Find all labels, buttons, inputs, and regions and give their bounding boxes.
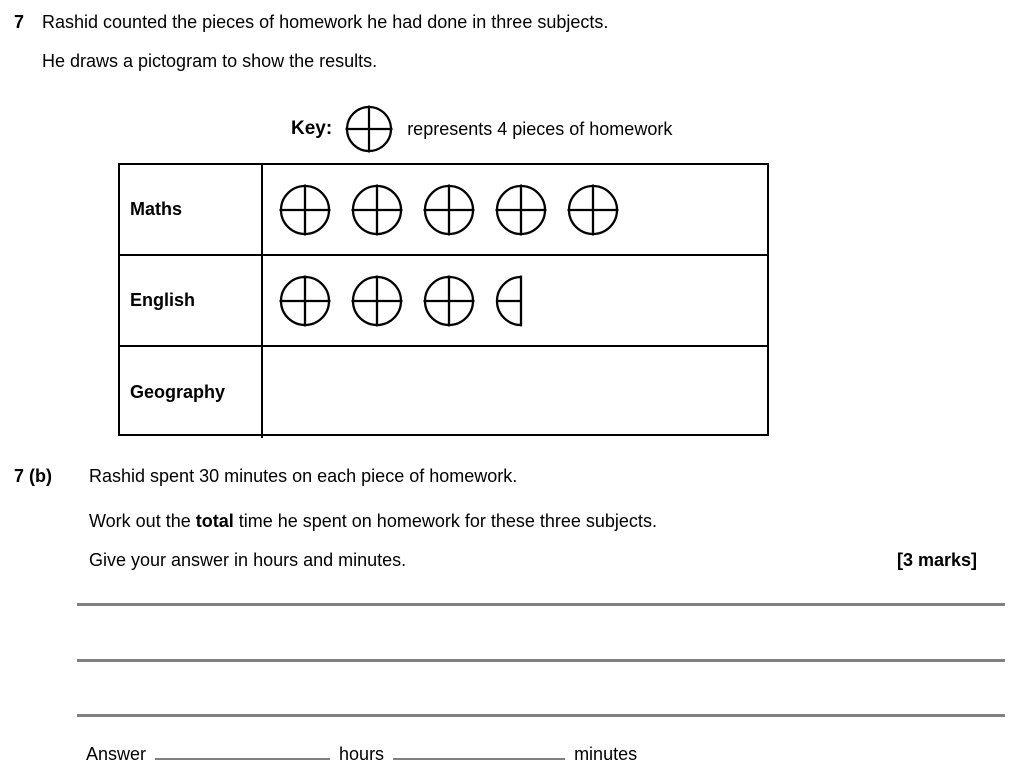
answer-rule-line-3 (77, 714, 1005, 717)
pictogram-row-symbols-english (263, 256, 767, 345)
answer-label: Answer (86, 744, 147, 764)
half-circle-icon (494, 274, 524, 328)
question-stem-line-1: Rashid counted the pieces of homework he had done in three subjects. (42, 12, 609, 32)
pictogram-row-symbols-geography (263, 347, 767, 438)
part-b-line-3: Give your answer in hours and minutes. (89, 550, 407, 570)
key-label: Key: (291, 118, 333, 139)
part-b-number: 7 (b) (14, 466, 52, 486)
answer-rule-line-2 (77, 659, 1005, 662)
quartered-circle-icon (350, 274, 404, 328)
part-b-line-2 (89, 511, 657, 532)
answer-rule-line-1 (77, 603, 1005, 606)
question-number: 7 (14, 12, 25, 32)
answer-minutes-input[interactable] (393, 741, 565, 760)
pictogram-table (118, 163, 769, 436)
quartered-circle-icon (566, 183, 620, 237)
table-row (120, 347, 767, 438)
pictogram-row-label-geography: Geography (120, 347, 263, 438)
pictogram-row-label-english: English (120, 256, 263, 345)
pictogram-row-symbols-maths (263, 165, 767, 254)
answer-hours-input[interactable] (155, 741, 330, 760)
quartered-circle-icon (278, 183, 332, 237)
quartered-circle-icon (350, 183, 404, 237)
pictogram-row-label-maths: Maths (120, 165, 263, 254)
part-b-line-2-before: Work out the (89, 511, 196, 531)
quartered-circle-icon (422, 183, 476, 237)
pictogram-key (291, 104, 672, 154)
quartered-circle-icon (278, 274, 332, 328)
quartered-circle-icon (422, 274, 476, 328)
answer-strip (86, 741, 637, 765)
quartered-circle-icon (494, 183, 548, 237)
part-b-line-1: Rashid spent 30 minutes on each piece of homework. (89, 466, 518, 486)
table-row (120, 256, 767, 347)
answer-minutes-unit: minutes (574, 744, 638, 764)
part-b-line-2-bold: total (195, 511, 234, 531)
marks-label: [3 marks] (897, 550, 978, 570)
quartered-circle-icon (344, 104, 394, 154)
part-b-line-2-after: time he spent on homework for these three subjects. (233, 511, 657, 531)
key-description: represents 4 pieces of homework (407, 118, 673, 139)
answer-hours-unit: hours (339, 744, 385, 764)
table-row (120, 165, 767, 256)
question-stem-line-2: He draws a pictogram to show the results. (42, 51, 378, 71)
